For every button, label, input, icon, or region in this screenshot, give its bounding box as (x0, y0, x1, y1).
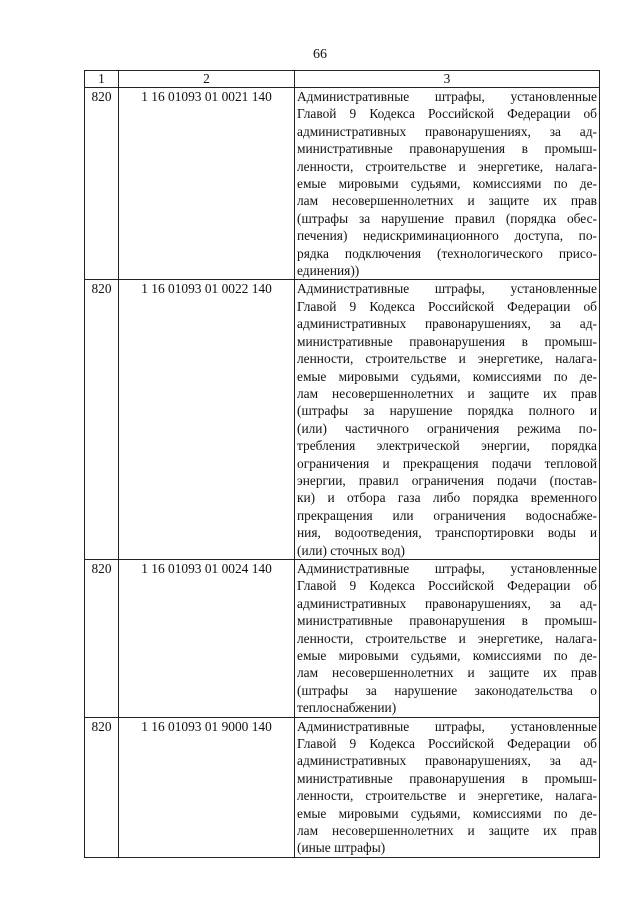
description-line: Административные штрафы, установленные (297, 281, 597, 297)
description-cell (295, 717, 600, 857)
description-line: емые мировыми судьями, комиссиями по де- (297, 805, 597, 821)
header-col-1: 1 (85, 71, 119, 88)
description-line: Административные штрафы, установленные (297, 560, 597, 576)
description-line: Административные штрафы, установленные (297, 718, 597, 734)
description-line: Главой 9 Кодекса Российской Федерации об (297, 106, 597, 122)
description-line: лам несовершеннолетних и защите их прав (297, 193, 597, 209)
table-row (85, 559, 600, 717)
description-line: административных правонарушениях, за ад- (297, 753, 597, 769)
description-line: энергии, правил ограничения подачи (постав- (297, 472, 597, 488)
admin-code-cell: 820 (85, 559, 119, 717)
description-line: ленности, строительстве и энергетике, налага- (297, 788, 597, 804)
description-line: министративные правонарушения в промыш- (297, 613, 597, 629)
budget-code-table (84, 70, 600, 858)
description-line: Главой 9 Кодекса Российской Федерации об (297, 298, 597, 314)
description-line: (или) частичного ограничения режима по- (297, 420, 597, 436)
description-line: министративные правонарушения в промыш- (297, 141, 597, 157)
description-line: емые мировыми судьями, комиссиями по де- (297, 648, 597, 663)
description-cell (295, 280, 600, 560)
admin-code-cell: 820 (85, 280, 119, 560)
header-row (85, 71, 600, 88)
description-line: ки) и отбора газа либо порядка временного (297, 490, 597, 506)
description-line: емые мировыми судьями, комиссиями по де- (297, 176, 597, 192)
description-cell (295, 88, 600, 280)
description-line: ленности, строительстве и энергетике, налага- (297, 351, 597, 367)
description-line: лам несовершеннолетних и защите их прав (297, 665, 597, 681)
description-line: лам несовершеннолетних и защите их прав (297, 823, 597, 839)
description-line: (штрафы за нарушение правил (порядка обес- (297, 210, 597, 226)
description-cell (295, 559, 600, 717)
kbk-code-cell: 1 16 01093 01 0022 140 (119, 280, 295, 560)
header-col-3: 3 (295, 71, 600, 88)
header-col-2: 2 (119, 71, 295, 88)
description-line: печения) недискриминационного доступа, по- (297, 228, 597, 244)
description-line: прекращения или ограничения водоснабже- (297, 507, 597, 523)
kbk-code-cell: 1 16 01093 01 0024 140 (119, 559, 295, 717)
kbk-code-cell: 1 16 01093 01 9000 140 (119, 717, 295, 857)
description-line: ленности, строительстве и энергетике, налага- (297, 158, 597, 174)
description-line: емые мировыми судьями, комиссиями по де- (297, 368, 597, 384)
description-line: министративные правонарушения в промыш- (297, 333, 597, 349)
description-line: ленности, строительстве и энергетике, налага- (297, 630, 597, 646)
description-line: Главой 9 Кодекса Российской Федерации об (297, 736, 597, 752)
description-line: требления электрической энергии, порядка (297, 438, 597, 454)
description-line: ния, водоотведения, транспортировки воды и (297, 525, 597, 541)
description-line: рядка подключения (технологического присо- (297, 245, 597, 261)
description-line: теплоснабжении) (297, 700, 397, 716)
table-row (85, 88, 600, 280)
description-line: единения)) (297, 263, 360, 279)
description-line: административных правонарушениях, за ад- (297, 595, 597, 611)
description-line: (штрафы за нарушение порядка полного и (297, 403, 597, 419)
page-number: 66 (313, 47, 327, 62)
admin-code-cell: 820 (85, 88, 119, 280)
admin-code-cell: 820 (85, 717, 119, 857)
table-row (85, 717, 600, 857)
description-line: (иные штрафы) (297, 840, 386, 856)
description-line: Главой 9 Кодекса Российской Федерации об (297, 578, 597, 594)
kbk-code-cell: 1 16 01093 01 0021 140 (119, 88, 295, 280)
description-line: (штрафы за нарушение законодательства о (297, 682, 597, 698)
description-line: ограничения и прекращения подачи тепловой (297, 455, 597, 471)
table-row (85, 280, 600, 560)
description-line: административных правонарушениях, за ад- (297, 123, 597, 139)
description-line: министративные правонарушения в промыш- (297, 770, 597, 786)
description-line: лам несовершеннолетних и защите их прав (297, 385, 597, 401)
description-line: (или) сточных вод) (297, 542, 406, 558)
description-line: Административные штрафы, установленные (297, 89, 597, 104)
description-line: административных правонарушениях, за ад- (297, 316, 597, 332)
